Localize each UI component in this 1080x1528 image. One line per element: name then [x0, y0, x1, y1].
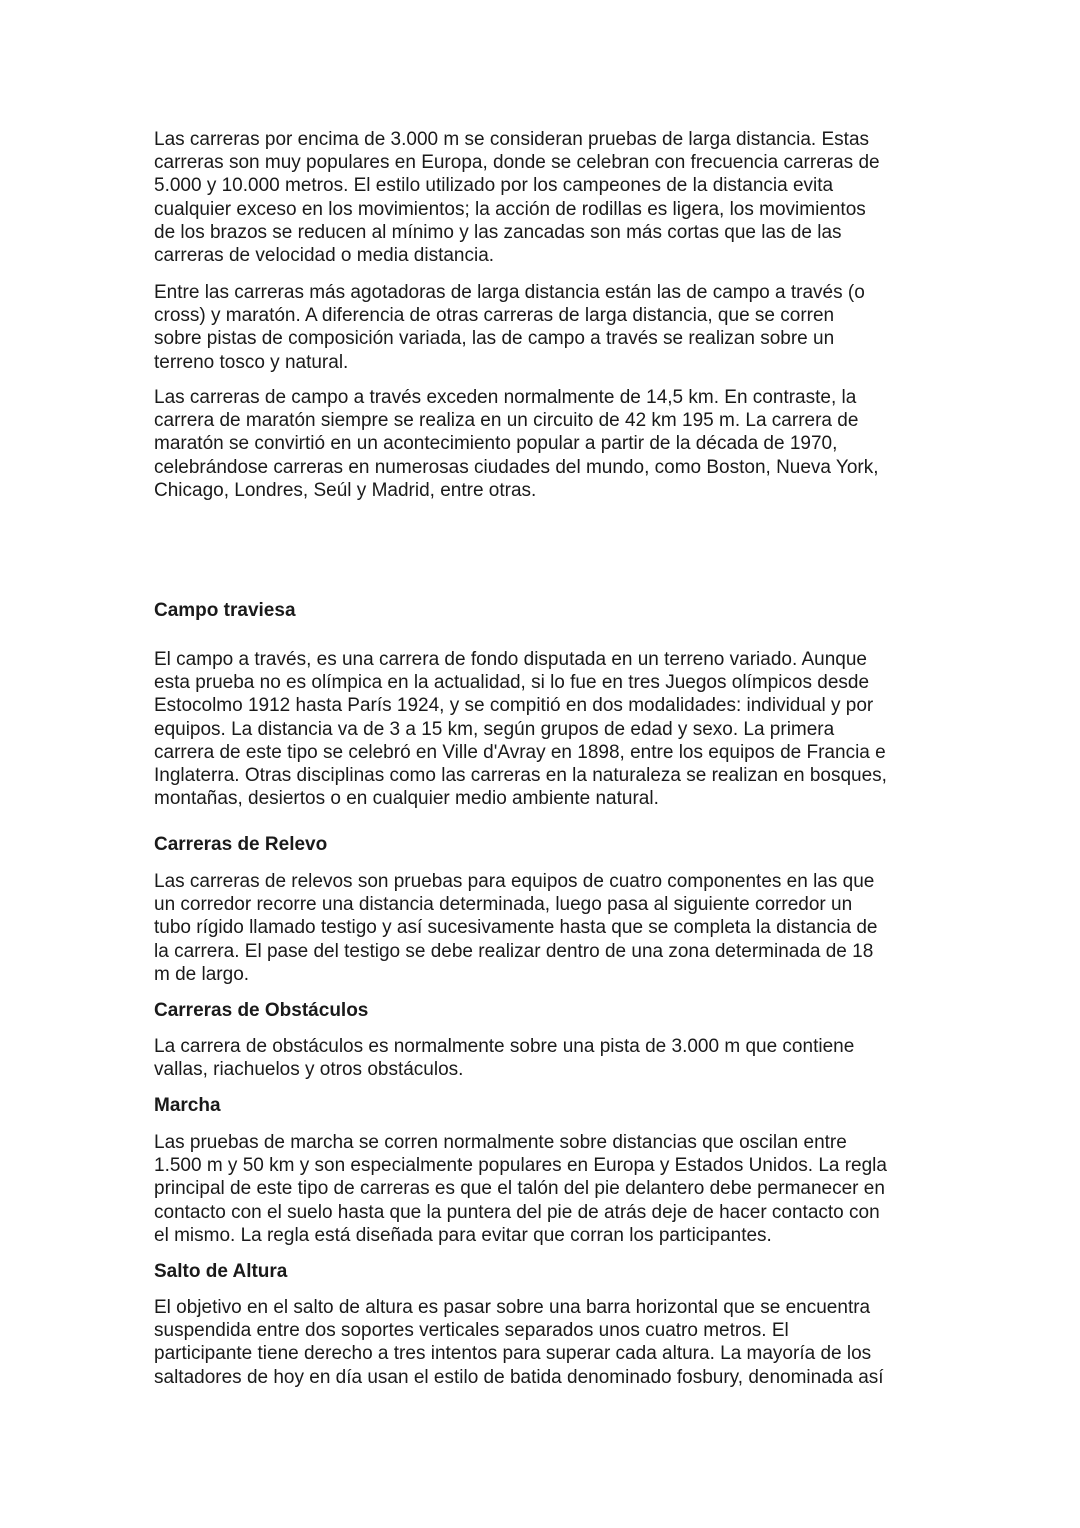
paragraph-long-distance: Las carreras por encima de 3.000 m se consideran pruebas de larga distancia. Estas carreras son muy populares en Europa, donde se celebran con frecuencia carreras de 5.000 y 10.000 metros. El estilo utilizado por los campeones de la distancia evita cualquier exceso en los movimientos; la acción de rodillas es ligera, los movimientos de los brazos se reducen al mínimo y las zancadas son más cortas que las de las carreras de velocidad o media distancia. — [154, 129, 880, 267]
paragraph-cross-marathon: Las carreras de campo a través exceden normalmente de 14,5 km. En contraste, la carrera de maratón siempre se realiza en un circuito de 42 km 195 m. La carrera de maratón se convirtió en un acontecimiento popular a partir de la década de 1970, celebrándose carreras en numerosas ciudades del mundo, como Boston, Nueva York, Chicago, Londres, Seúl y Madrid, entre otras. — [154, 387, 879, 501]
paragraph-campo-traviesa: El campo a través, es una carrera de fondo disputada en un terreno variado. Aunque esta prueba no es olímpica en la actualidad, si lo fue en tres Juegos olímpicos desde Estocolmo 1912 hasta París 1924, y se compitió en dos modalidades: individual y por equipos. La distancia va de 3 a 15 km, según grupos de edad y sexo. La primera carrera de este tipo se celebró en Ville d'Avray en 1898, entre los equipos de Francia e Inglaterra. Otras disciplinas como las carreras en la naturaleza se realizan en bosques, montañas, desiertos o en cualquier medio ambiente natural. — [154, 649, 887, 810]
heading-campo-traviesa: Campo traviesa — [154, 600, 296, 621]
heading-marcha: Marcha — [154, 1095, 221, 1116]
heading-salto-altura: Salto de Altura — [154, 1261, 288, 1282]
paragraph-obstaculos: La carrera de obstáculos es normalmente sobre una pista de 3.000 m que contiene vallas, riachuelos y otros obstáculos. — [154, 1036, 855, 1081]
paragraph-salto-altura: El objetivo en el salto de altura es pasar sobre una barra horizontal que se encuentra suspendida entre dos soportes verticales separados unos cuatro metros. El participante tiene derecho a tres intentos para superar cada altura. La mayoría de los saltadores de hoy en día usan el estilo de batida denominado fosbury, denominada así — [154, 1297, 884, 1388]
heading-obstaculos: Carreras de Obstáculos — [154, 1000, 369, 1021]
heading-relevo: Carreras de Relevo — [154, 834, 328, 855]
paragraph-exhausting-races: Entre las carreras más agotadoras de larga distancia están las de campo a través (o cross) y maratón. A diferencia de otras carreras de larga distancia, que se corren sobre pistas de composición variada, las de campo a través se realizan sobre un terreno tosco y natural. — [154, 282, 865, 373]
paragraph-relevo: Las carreras de relevos son pruebas para equipos de cuatro componentes en las que un corredor recorre una distancia determinada, luego pasa al siguiente corredor un tubo rígido llamado testigo y así sucesivamente hasta que se completa la distancia de la carrera. El pase del testigo se debe realizar dentro de una zona determinada de 18 m de largo. — [154, 871, 878, 985]
paragraph-marcha: Las pruebas de marcha se corren normalmente sobre distancias que oscilan entre 1.500 m y 50 km y son especialmente populares en Europa y Estados Unidos. La regla principal de este tipo de carreras es que el talón del pie delantero debe permanecer en contacto con el suelo hasta que la puntera del pie de atrás deje de hacer contacto con el mismo. La regla está diseñada para evitar que corran los participantes. — [154, 1132, 887, 1246]
